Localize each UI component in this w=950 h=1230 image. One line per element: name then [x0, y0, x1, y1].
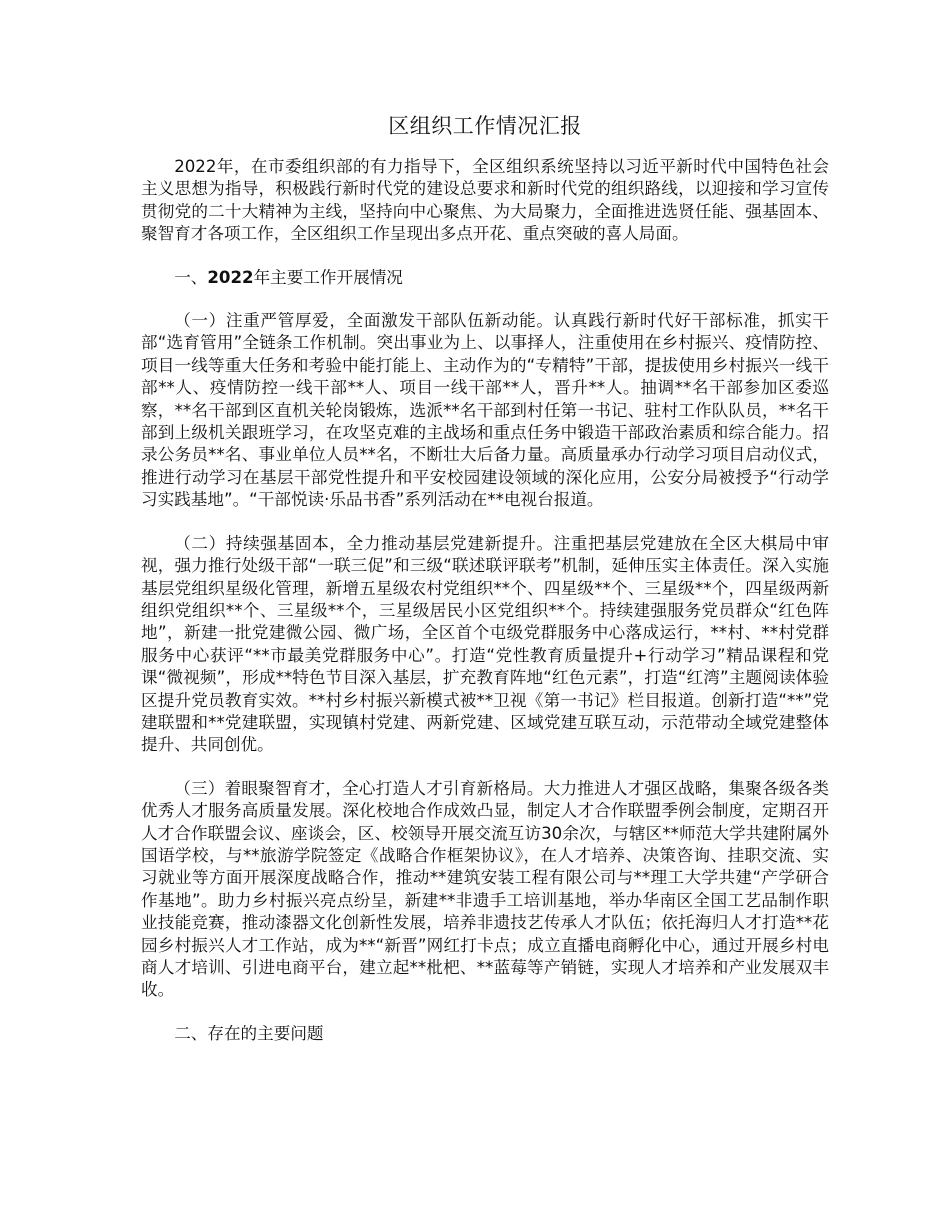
section-heading-2: 二、存在的主要问题 [174, 1023, 324, 1043]
paragraph-gap [141, 246, 829, 267]
work-item-1: （一）注重严管厚爱，全面激发干部队伍新动能。认真践行新时代好干部标准，抓实干部“选育管用”全链条工作机制。突出事业为上、以事择人，注重使用在乡村振兴、疫情防控、项目一线等重大任务和考验中能打能上、主动作为的“专精特”干部，提拔使用乡村振兴一线干部**人、疫情防控一线干部**人、项目一线干部**人，晋升**人。抽调**名干部参加区委巡察，**名干部到区直机关轮岗锻炼，选派**名干部到村任第一书记、驻村工作队队员，**名干部到上级机关跟班学习，在攻坚克难的主战场和重点任务中锻造干部政治素质和综合能力。招录公务员**名、事业单位人员**名，不断壮大后备力量。高质量承办行动学习项目启动仪式，推进行动学习在基层干部党性提升和平安校园建设领域的深化应用，公安分局被授予“行动学习实践基地”。“干部悦读·乐品书香”系列活动在**电视台报道。 [141, 311, 829, 510]
section-heading-1-suffix: 年主要工作开展情况 [253, 267, 403, 287]
paragraph-gap [141, 289, 829, 310]
intro-paragraph: 2022年，在市委组织部的有力指导下，全区组织系统坚持以习近平新时代中国特色社会主义思想为指导，积极践行新时代党的建设总要求和新时代党的组织路线，以迎接和学习宣传贯彻党的二十大精神为主线，坚持向中心聚焦、为大局聚力，全面推进选贤任能、强基固本、聚智育才各项工作，全区组织工作呈现出多点开花、重点突破的喜人局面。 [141, 157, 829, 244]
work-item-3: （三）着眼聚智育才，全心打造人才引育新格局。大力推进人才强区战略，集聚各级各类优秀人才服务高质量发展。深化校地合作成效凸显，制定人才合作联盟季例会制度，定期召开人才合作联盟会议、座谈会，区、校领导开展交流互访30余次，与辖区**师范大学共建附属外国语学校，与**旅游学院签定《战略合作框架协议》，在人才培养、决策咨询、挂职交流、实习就业等方面开展深度战略合作，推动**建筑安装工程有限公司与**理工大学共建“产学研合作基地”。助力乡村振兴亮点纷呈，新建**非遗手工培训基地，举办华南区全国工艺品制作职业技能竞赛，推动漆器文化创新性发展，培养非遗技艺传承人才队伍；依托海归人才打造**花园乡村振兴人才工作站，成为**“新晋”网红打卡点；成立直播电商孵化中心，通过开展乡村电商人才培训、引进电商平台，建立起**枇杷、**蓝莓等产销链，实现人才培养和产业发展双丰收。 [141, 778, 829, 1000]
section-heading-1-prefix: 一、 [174, 267, 208, 287]
paragraph-gap [141, 1002, 829, 1023]
document-page [141, 112, 829, 1045]
document-title: 区组织工作情况汇报 [388, 114, 582, 138]
section-heading-1-year: 2022 [207, 267, 254, 287]
paragraph-gap [141, 757, 829, 778]
paragraph-gap [141, 512, 829, 533]
work-item-2: （二）持续强基固本，全力推动基层党建新提升。注重把基层党建放在全区大棋局中审视，强力推行处级干部“一联三促”和三级“联述联评联考”机制，延伸压实主体责任。深入实施基层党组织星级化管理，新增五星级农村党组织**个、四星级**个、三星级**个，四星级两新组织党组织**个、三星级**个，三星级居民小区党组织**个。持续建强服务党员群众“红色阵地”，新建一批党建微公园、微广场，全区首个屯级党群服务中心落成运行，**村、**村党群服务中心获评“**市最美党群服务中心”。打造“党性教育质量提升+行动学习”精品课程和党课“微视频”，形成**特色节目深入基层，扩充教育阵地“红色元素”，打造“红湾”主题阅读体验区提升党员教育实效。**村乡村振兴新模式被**卫视《第一书记》栏目报道。创新打造“**”党建联盟和**党建联盟，实现镇村党建、两新党建、区域党建互联互动，示范带动全域党建整体提升、共同创优。 [141, 533, 829, 755]
section-heading-1 [141, 267, 829, 289]
